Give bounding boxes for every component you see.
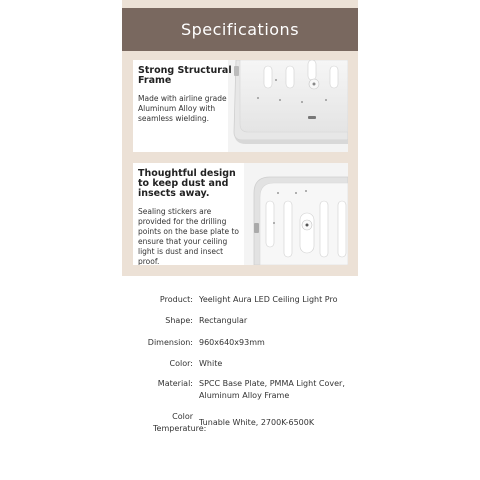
specifications-banner [122, 8, 358, 51]
spec-label: Product: [159, 295, 193, 304]
spec-label: Color: [169, 359, 193, 368]
feature-title: Thoughtful design to keep dust and insects away. [138, 168, 236, 199]
spec-label: Material: [157, 379, 193, 388]
spec-label: Shape: [165, 316, 193, 325]
feature-card-frame [133, 60, 348, 152]
spec-label: Color Temperature: [153, 412, 207, 433]
feature-title: Strong Structural Frame [138, 65, 232, 86]
spec-value: SPCC Base Plate, PMMA Light Cover, Aluminum Alloy Frame [199, 379, 345, 400]
feature-card-dustproof [133, 163, 348, 265]
feature-description: Made with airline grade Aluminum Alloy with seamless wielding. [138, 94, 227, 123]
spec-label: Dimension: [147, 338, 193, 347]
feature-text [138, 169, 246, 265]
spec-value: Tunable White, 2700K-6500K [199, 418, 315, 427]
ceiling-light-frame-image [228, 60, 348, 152]
spec-value: 960x640x93mm [199, 338, 265, 347]
ceiling-light-base-image [244, 163, 348, 265]
page-title: Specifications [180, 20, 300, 39]
spec-value: Yeelight Aura LED Ceiling Light Pro [199, 295, 338, 304]
feature-text [138, 66, 246, 124]
spec-value: White [199, 359, 223, 368]
spec-value: Rectangular [199, 316, 248, 325]
feature-description: Sealing stickers are provided for the drilling points on the base plate to ensure that your ceiling light is dust and insect proof. [138, 207, 240, 265]
